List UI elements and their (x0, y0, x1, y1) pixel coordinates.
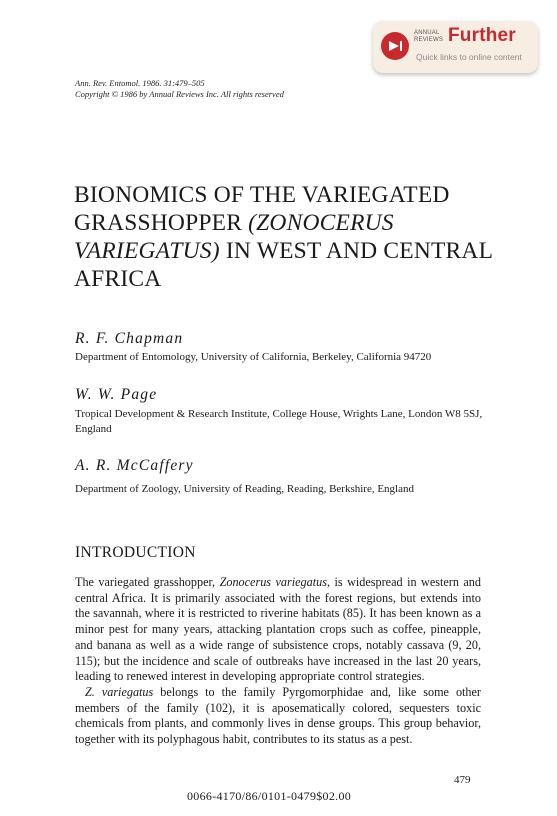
p1-text-b: , is widespread in western and central Africa. It is primarily associated with the forest regions, but extends into the savannah, where it is restricted to riverine habitats (85). It has been known as a minor pest for many years, attacking plantation crops such as coffee, pineapple, and banana as well as a wide range of subsistence crops, notably cassava (9, 20, 115); but the incidence and scale of outbreaks have increased in the last 20 years, leading to renewed interest in developing appropriate control strategies. (75, 575, 481, 684)
p1-species-italic: Zonocerus variegatus (219, 575, 327, 589)
author-affiliation: Department of Entomology, University of California, Berkeley, California 94720 (75, 351, 432, 363)
title-part-2: IN WEST AND CENTRAL AFRICA (74, 238, 493, 292)
introduction-body (75, 575, 481, 748)
paragraph (75, 685, 481, 748)
citation-journal: Ann. Rev. Entomol. 1986. 31:479–505 (75, 78, 205, 88)
p2-text-b: belongs to the family Pyrgomorphidae and, like some other members of the family (102), it is aposematically colored, sequesters toxic chemicals from plants, and commonly lives in dense groups. This group behavior, together with its polyphagous habit, contributes to its status as a pest. (75, 684, 481, 747)
article-code: 0066-4170/86/0101-0479$02.00 (187, 789, 352, 803)
author-name: A. R. McCaffery (75, 457, 194, 474)
paragraph (75, 575, 481, 685)
title-species-italic: (ZONOCERUS VARIEGATUS) (74, 210, 394, 264)
badge-brand-line-1: ANNUAL (414, 30, 440, 36)
author-name: R. F. Chapman (75, 330, 184, 347)
badge-brand (414, 30, 444, 44)
further-badge[interactable] (373, 21, 538, 73)
p1-text-a: The variegated grasshopper, (75, 575, 220, 589)
citation-copyright: Copyright © 1986 by Annual Reviews Inc. All rights reserved (75, 89, 284, 99)
page-number: 479 (454, 774, 471, 786)
annual-reviews-logo-icon (381, 32, 409, 60)
section-heading: INTRODUCTION (75, 544, 196, 561)
citation (75, 78, 284, 100)
badge-further-label: Further (448, 25, 516, 46)
author-affiliation: Department of Zoology, University of Reading, Reading, Berkshire, England (75, 483, 414, 495)
author-name: W. W. Page (75, 386, 158, 403)
badge-brand-line-2: REVIEWS (414, 37, 444, 43)
badge-subtitle: Quick links to online content (416, 52, 522, 62)
title-part-1: BIONOMICS OF THE VARIEGATED GRASSHOPPER (74, 182, 450, 236)
p2-species-italic: Z. variegatus (85, 684, 154, 699)
article-title (74, 181, 494, 293)
author-affiliation: Tropical Development & Research Institute, College House, Wrights Lane, London W8 5SJ, England (75, 408, 483, 435)
